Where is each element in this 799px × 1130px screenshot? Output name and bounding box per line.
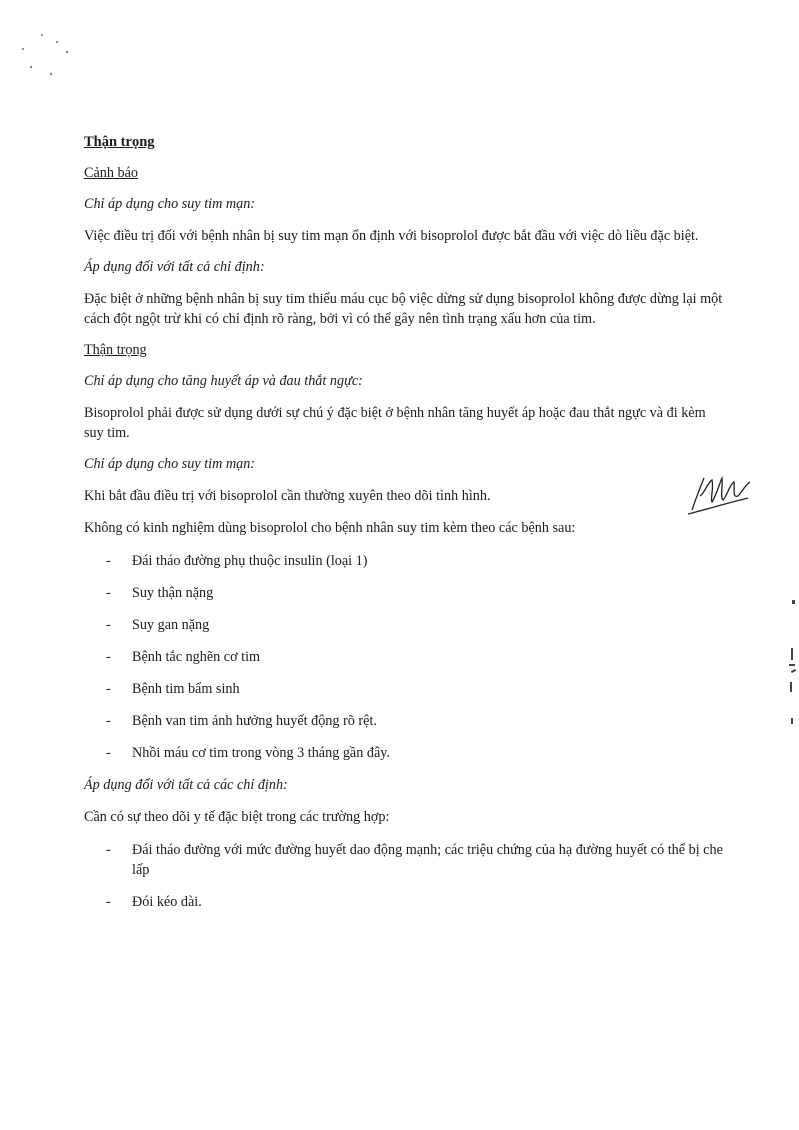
subheading-all-indications: Áp dụng đối với tất cả chỉ định: [84, 259, 265, 275]
list-item [84, 551, 724, 571]
list-item [84, 679, 724, 699]
subheading-all-indications-2: Áp dụng đối với tất cả các chỉ định: [84, 777, 288, 793]
section-title: Thận trọng [84, 134, 155, 150]
document-body [84, 132, 724, 912]
scan-speck [50, 73, 52, 75]
margin-stamp-mark [791, 718, 793, 724]
scan-speck [41, 34, 43, 36]
paragraph-special-monitoring: Cần có sự theo dõi y tế đặc biệt trong các trường hợp: [84, 809, 390, 825]
list-dash: - [106, 713, 111, 729]
scan-speck [56, 41, 58, 43]
subheading-warning: Cảnh báo [84, 165, 138, 181]
list-item-text: Đái tháo đường với mức đường huyết dao động mạnh; các triệu chứng của hạ đường huyết có thể bị che lấp [132, 842, 723, 878]
list-dash: - [106, 617, 111, 633]
list-item [84, 840, 724, 880]
list-item [84, 647, 724, 667]
list-item-text: Bệnh tắc nghẽn cơ tim [132, 649, 261, 665]
list-item [84, 583, 724, 603]
paragraph-hypertension-caution: Bisoprolol phải được sử dụng dưới sự chú ý đặc biệt ở bệnh nhân tăng huyết áp hoặc đau thắt ngực và đi kèm suy tim. [84, 405, 706, 441]
subheading-hypertension-angina: Chỉ áp dụng cho tăng huyết áp và đau thắt ngực: [84, 373, 363, 389]
list-dash: - [106, 585, 111, 601]
list-item-text: Đái tháo đường phụ thuộc insulin (loại 1) [132, 553, 368, 569]
subheading-precaution: Thận trọng [84, 342, 147, 358]
list-item [84, 711, 724, 731]
subheading-heart-failure: Chỉ áp dụng cho suy tim mạn: [84, 196, 256, 212]
margin-stamp-mark [791, 669, 796, 673]
list-dash: - [106, 681, 111, 697]
scan-speck [22, 48, 24, 50]
list-dash: - [106, 894, 111, 910]
paragraph-dose-titration: Việc điều trị đối với bệnh nhân bị suy tim mạn ổn định với bisoprolol được bắt đầu với việc dò liều đặc biệt. [84, 228, 699, 244]
scan-speck [30, 66, 32, 68]
subheading-heart-failure-2: Chỉ áp dụng cho suy tim mạn: [84, 456, 256, 472]
list-dash: - [106, 842, 111, 858]
list-dash: - [106, 745, 111, 761]
margin-stamp-mark [792, 600, 795, 604]
list-item-text: Bệnh van tim ảnh hưởng huyết động rõ rệt. [132, 713, 377, 729]
list-dash: - [106, 553, 111, 569]
list-item-text: Suy gan nặng [132, 617, 210, 633]
list-dash: - [106, 649, 111, 665]
list-item [84, 615, 724, 635]
margin-stamp-mark [789, 664, 795, 666]
special-monitoring-list [84, 840, 724, 912]
margin-stamp-mark [790, 682, 792, 692]
margin-stamp-mark [791, 648, 793, 660]
paragraph-no-experience: Không có kinh nghiệm dùng bisoprolol cho bệnh nhân suy tim kèm theo các bệnh sau: [84, 520, 576, 536]
list-item [84, 892, 724, 912]
scan-speck [66, 51, 68, 53]
list-item-text: Bệnh tim bẩm sinh [132, 681, 240, 697]
list-item-text: Suy thận nặng [132, 585, 214, 601]
list-item-text: Nhồi máu cơ tim trong vòng 3 tháng gần đây. [132, 745, 390, 761]
comorbidity-list [84, 551, 724, 763]
list-item [84, 743, 724, 763]
paragraph-abrupt-discontinuation: Đặc biệt ở những bệnh nhân bị suy tim thiếu máu cục bộ việc dừng sử dụng bisoprolol không được dừng lại một cách đột ngột trừ khi có chỉ định rõ ràng, bởi vì có thể gây nên tình trạng xấu hơn của tim. [84, 291, 723, 327]
paragraph-monitoring: Khi bắt đầu điều trị với bisoprolol cần thường xuyên theo dõi tình hình. [84, 488, 491, 504]
list-item-text: Đói kéo dài. [132, 894, 202, 910]
